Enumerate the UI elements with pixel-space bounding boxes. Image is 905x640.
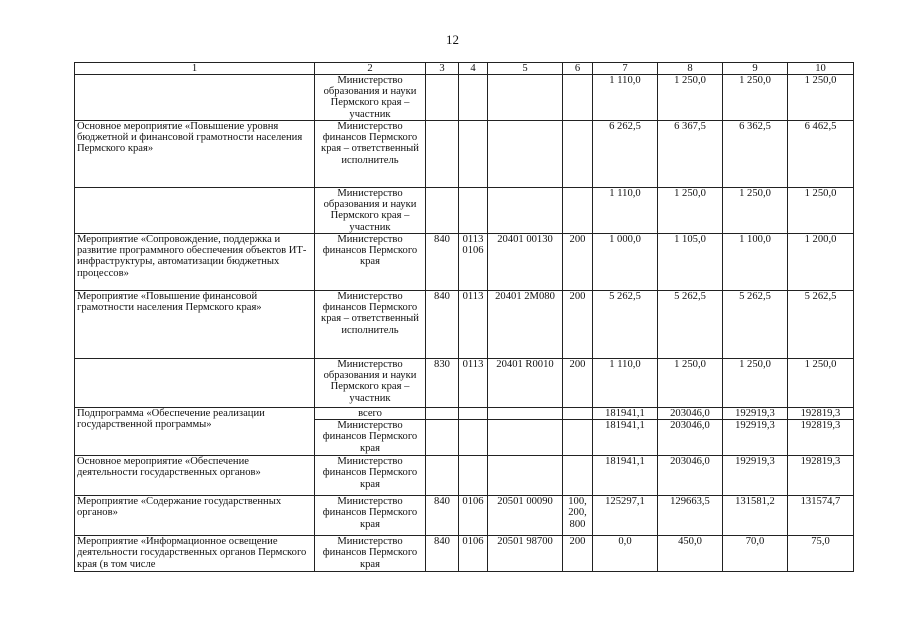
code-cell: [563, 188, 593, 234]
amount-cell: 203046,0: [658, 456, 723, 496]
amount-cell: 5 262,5: [658, 291, 723, 359]
code-cell: 20501 00090: [488, 496, 563, 536]
amount-cell: 0,0: [593, 536, 658, 572]
code-cell: 0106: [459, 496, 488, 536]
activity-name-cell: Мероприятие «Информационное освещение деятельности государственных органов Пермского края (в том числе: [75, 536, 315, 572]
code-cell: [426, 75, 459, 121]
code-cell: [459, 420, 488, 456]
amount-cell: 70,0: [723, 536, 788, 572]
column-header: 8: [658, 63, 723, 75]
activity-name-cell: [75, 359, 315, 408]
amount-cell: 1 250,0: [658, 359, 723, 408]
code-cell: 840: [426, 496, 459, 536]
table-row: [75, 188, 854, 234]
code-cell: [488, 188, 563, 234]
activity-name-cell: Подпрограмма «Обеспечение реализации государственной программы»: [75, 408, 315, 456]
code-cell: 0106: [459, 536, 488, 572]
amount-cell: 1 110,0: [593, 75, 658, 121]
activity-name-cell: [75, 75, 315, 121]
amount-cell: 1 250,0: [788, 188, 854, 234]
code-cell: 0113: [459, 291, 488, 359]
amount-cell: 181941,1: [593, 456, 658, 496]
code-cell: [563, 420, 593, 456]
amount-cell: 1 250,0: [723, 188, 788, 234]
code-cell: 100, 200, 800: [563, 496, 593, 536]
table-row: [75, 121, 854, 188]
amount-cell: 181941,1: [593, 420, 658, 456]
amount-cell: 129663,5: [658, 496, 723, 536]
amount-cell: 1 250,0: [658, 188, 723, 234]
code-cell: 20401 R0010: [488, 359, 563, 408]
code-cell: 200: [563, 234, 593, 291]
column-header: 9: [723, 63, 788, 75]
activity-name-cell: Мероприятие «Содержание государственных органов»: [75, 496, 315, 536]
code-cell: [488, 420, 563, 456]
amount-cell: 181941,1: [593, 408, 658, 420]
code-cell: [426, 456, 459, 496]
code-cell: [459, 408, 488, 420]
code-cell: [488, 75, 563, 121]
code-cell: [459, 456, 488, 496]
amount-cell: 1 250,0: [788, 359, 854, 408]
amount-cell: 131581,2: [723, 496, 788, 536]
amount-cell: 1 250,0: [788, 75, 854, 121]
code-cell: [488, 408, 563, 420]
amount-cell: 192819,3: [788, 420, 854, 456]
amount-cell: 450,0: [658, 536, 723, 572]
code-cell: 840: [426, 291, 459, 359]
activity-name-cell: Основное мероприятие «Повышение уровня бюджетной и финансовой грамотности населения Пермского края»: [75, 121, 315, 188]
table-row: [75, 359, 854, 408]
amount-cell: 6 262,5: [593, 121, 658, 188]
executor-cell: Министерство финансов Пермского края: [315, 536, 426, 572]
code-cell: [426, 121, 459, 188]
amount-cell: 1 250,0: [658, 75, 723, 121]
executor-cell: Министерство образования и науки Пермского края – участник: [315, 359, 426, 408]
amount-cell: 192919,3: [723, 408, 788, 420]
activity-name-cell: Основное мероприятие «Обеспечение деятельности государственных органов»: [75, 456, 315, 496]
column-header: 3: [426, 63, 459, 75]
amount-cell: 75,0: [788, 536, 854, 572]
amount-cell: 192819,3: [788, 456, 854, 496]
code-cell: 200: [563, 536, 593, 572]
column-header: 10: [788, 63, 854, 75]
column-header: 7: [593, 63, 658, 75]
code-cell: 20501 98700: [488, 536, 563, 572]
code-cell: [426, 420, 459, 456]
code-cell: [563, 121, 593, 188]
code-cell: 200: [563, 291, 593, 359]
amount-cell: 6 367,5: [658, 121, 723, 188]
table-row: [75, 456, 854, 496]
code-cell: 830: [426, 359, 459, 408]
amount-cell: 5 262,5: [788, 291, 854, 359]
executor-cell: всего: [315, 408, 426, 420]
table-row: [75, 408, 854, 420]
executor-cell: Министерство финансов Пермского края: [315, 456, 426, 496]
amount-cell: 6 462,5: [788, 121, 854, 188]
code-cell: 0113: [459, 359, 488, 408]
amount-cell: 1 250,0: [723, 359, 788, 408]
code-cell: [459, 188, 488, 234]
code-cell: 0113 0106: [459, 234, 488, 291]
amount-cell: 131574,7: [788, 496, 854, 536]
amount-cell: 1 000,0: [593, 234, 658, 291]
code-cell: [488, 121, 563, 188]
code-cell: [426, 188, 459, 234]
column-header: 5: [488, 63, 563, 75]
activity-name-cell: Мероприятие «Сопровождение, поддержка и развитие программного обеспечения объектов ИТ-инфраструктуры, автоматизации бюджетных процессов»: [75, 234, 315, 291]
amount-cell: 1 105,0: [658, 234, 723, 291]
executor-cell: Министерство образования и науки Пермского края – участник: [315, 75, 426, 121]
executor-cell: Министерство образования и науки Пермского края – участник: [315, 188, 426, 234]
activity-name-cell: [75, 188, 315, 234]
table-row: [75, 234, 854, 291]
amount-cell: 5 262,5: [593, 291, 658, 359]
amount-cell: 192919,3: [723, 456, 788, 496]
code-cell: [563, 456, 593, 496]
activity-name-cell: Мероприятие «Повышение финансовой грамотности населения Пермского края»: [75, 291, 315, 359]
amount-cell: 125297,1: [593, 496, 658, 536]
amount-cell: 192819,3: [788, 408, 854, 420]
code-cell: [459, 75, 488, 121]
table-row: [75, 291, 854, 359]
executor-cell: Министерство финансов Пермского края – ответственный исполнитель: [315, 291, 426, 359]
amount-cell: 1 100,0: [723, 234, 788, 291]
code-cell: [563, 75, 593, 121]
executor-cell: Министерство финансов Пермского края – ответственный исполнитель: [315, 121, 426, 188]
code-cell: 840: [426, 536, 459, 572]
amount-cell: 203046,0: [658, 420, 723, 456]
code-cell: [488, 456, 563, 496]
column-header: 4: [459, 63, 488, 75]
executor-cell: Министерство финансов Пермского края: [315, 234, 426, 291]
budget-table: [74, 62, 854, 572]
column-header: 2: [315, 63, 426, 75]
code-cell: 20401 2М080: [488, 291, 563, 359]
column-header: 6: [563, 63, 593, 75]
header-row: [75, 63, 854, 75]
amount-cell: 5 262,5: [723, 291, 788, 359]
amount-cell: 192919,3: [723, 420, 788, 456]
code-cell: [459, 121, 488, 188]
amount-cell: 1 200,0: [788, 234, 854, 291]
code-cell: 840: [426, 234, 459, 291]
executor-cell: Министерство финансов Пермского края: [315, 420, 426, 456]
code-cell: 200: [563, 359, 593, 408]
amount-cell: 1 110,0: [593, 188, 658, 234]
amount-cell: 6 362,5: [723, 121, 788, 188]
code-cell: [563, 408, 593, 420]
code-cell: 20401 00130: [488, 234, 563, 291]
executor-cell: Министерство финансов Пермского края: [315, 496, 426, 536]
table-row: [75, 536, 854, 572]
amount-cell: 203046,0: [658, 408, 723, 420]
page-number: 12: [446, 32, 459, 47]
amount-cell: 1 250,0: [723, 75, 788, 121]
column-header: 1: [75, 63, 315, 75]
table-row: [75, 75, 854, 121]
amount-cell: 1 110,0: [593, 359, 658, 408]
code-cell: [426, 408, 459, 420]
table-row: [75, 496, 854, 536]
